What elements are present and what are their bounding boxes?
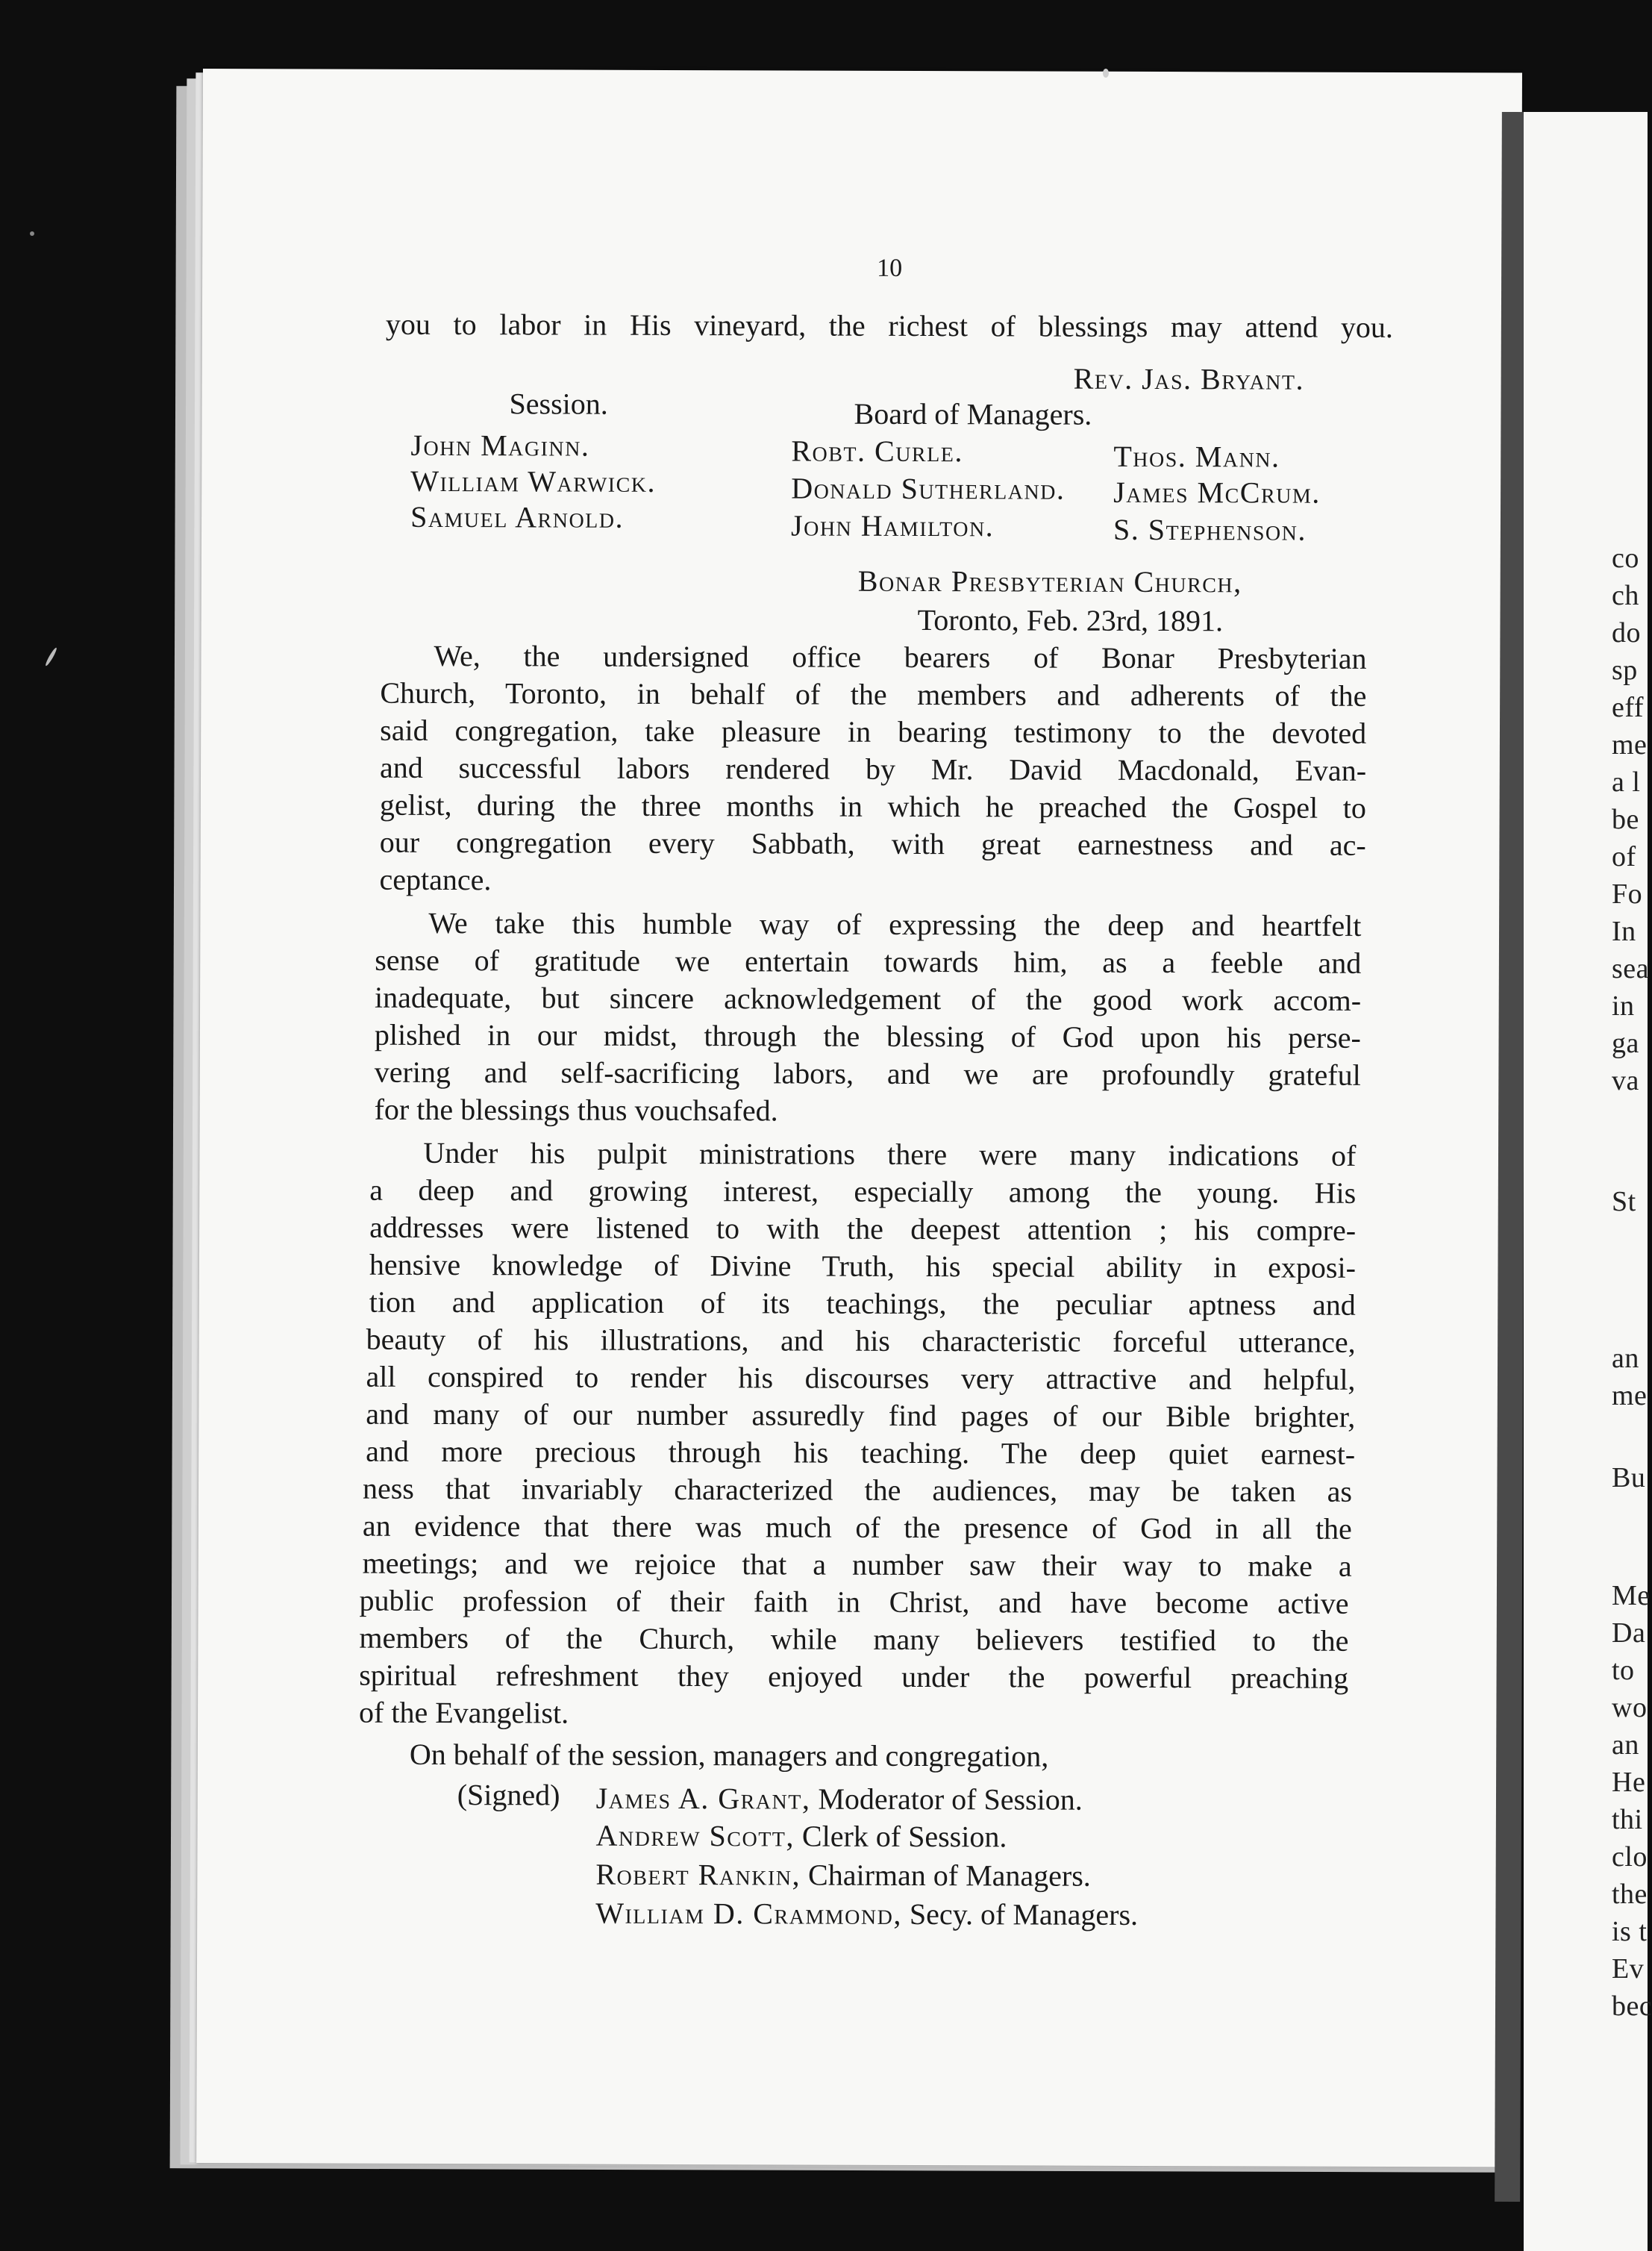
signature-line — [595, 1857, 1091, 1893]
dust-speck — [44, 647, 57, 667]
page-text — [196, 69, 1522, 2167]
signatory-name: Robert Rankin, — [595, 1857, 801, 1892]
facing-fragment: is t — [1612, 1916, 1648, 1947]
facing-fragment: sp — [1612, 655, 1638, 686]
text-line: Church, Toronto, in behalf of the members and adherents of the — [380, 675, 1367, 713]
facing-fragment: Fo — [1612, 878, 1643, 910]
manager-name: James McCrum. — [1113, 475, 1321, 510]
text-line: an evidence that there was much of the presence of God in all the — [362, 1508, 1352, 1546]
facing-fragment: thi — [1612, 1804, 1643, 1835]
session-member: William Warwick. — [410, 463, 657, 499]
managers-heading: Board of Managers. — [854, 396, 1092, 431]
facing-fragment: ch — [1612, 580, 1639, 611]
text-line: members of the Church, while many believers testified to the — [359, 1620, 1349, 1658]
text-line: Under his pulpit ministrations there were many indications of — [423, 1135, 1357, 1173]
text-line: beauty of his illustrations, and his characteristic forceful utterance, — [366, 1322, 1356, 1359]
facing-fragment: wo — [1612, 1692, 1648, 1723]
session-member: Samuel Arnold. — [410, 499, 625, 534]
text-line: gelist, during the three months in which he preached the Gospel to — [379, 787, 1366, 825]
manager-name: Donald Sutherland. — [791, 471, 1066, 506]
facing-fragment: me — [1612, 729, 1648, 761]
facing-fragment: me — [1612, 1380, 1648, 1411]
facing-fragment: Da — [1612, 1617, 1646, 1649]
text-line: hensive knowledge of Divine Truth, his special ability in exposi- — [369, 1247, 1357, 1284]
facing-fragment: Me — [1612, 1580, 1651, 1611]
text-line: and many of our number assuredly find pages of our Bible brighter, — [366, 1396, 1356, 1434]
left-page — [196, 69, 1522, 2167]
signature-line — [595, 1896, 1139, 1932]
signatory-name: William D. Crammond, — [595, 1896, 902, 1931]
text-line: ceptance. — [379, 862, 492, 897]
text-line: plished in our midst, through the blessing of God upon his perse- — [374, 1017, 1361, 1055]
manager-name: John Hamilton. — [791, 508, 995, 543]
text-line: sense of gratitude we entertain towards him, as a feeble and — [375, 943, 1362, 980]
signatory-title: Clerk of Session. — [801, 1819, 1007, 1854]
facing-fragment: Bu — [1612, 1462, 1646, 1493]
facing-fragment: St — [1612, 1186, 1636, 1217]
text-line: all conspired to render his discourses very attractive and helpful, — [366, 1359, 1356, 1396]
text-line: public profession of their faith in Christ, and have become active — [359, 1583, 1349, 1620]
text-line: inadequate, but sincere acknowledgement of the good work accom- — [375, 980, 1362, 1017]
signatory-title: Chairman of Managers. — [808, 1858, 1091, 1893]
facing-fragment: an — [1612, 1343, 1639, 1374]
signatory-title: Secy. of Managers. — [909, 1896, 1139, 1932]
text-line: and successful labors rendered by Mr. David Macdonald, Evan- — [379, 750, 1367, 787]
facing-fragment: the — [1612, 1879, 1648, 1910]
facing-fragment: eff — [1612, 692, 1644, 723]
facing-fragment: in — [1612, 990, 1635, 1022]
facing-fragment: an — [1612, 1729, 1639, 1761]
signature-line — [595, 1781, 1083, 1817]
text-line: We take this humble way of expressing the deep and heartfelt — [428, 905, 1362, 943]
church-name: Bonar Presbyterian Church, — [857, 563, 1242, 599]
facing-fragment: clo — [1612, 1841, 1648, 1873]
text-line: a deep and growing interest, especially among the young. His — [369, 1173, 1357, 1210]
text-line: of the Evangelist. — [359, 1695, 569, 1730]
facing-fragment: of — [1612, 841, 1636, 872]
facing-fragment: be — [1612, 804, 1639, 835]
facing-fragment: In — [1612, 916, 1636, 947]
signatory-title: Moderator of Session. — [818, 1782, 1083, 1817]
session-heading: Session. — [509, 387, 608, 421]
text-line: for the blessings thus vouchsafed. — [374, 1092, 778, 1128]
text-line: ness that invariably characterized the audiences, may be taken as — [362, 1471, 1353, 1508]
text-line: addresses were listened to with the deepest attention ; his compre- — [369, 1210, 1357, 1247]
facing-page — [1524, 112, 1652, 2251]
text-line: meetings; and we rejoice that a number saw their way to make a — [362, 1546, 1352, 1583]
page-number: 10 — [877, 254, 903, 282]
text-line: We, the undersigned office bearers of Bonar Presbyterian — [434, 638, 1367, 675]
facing-fragment: Ev — [1612, 1953, 1645, 1985]
signed-label: (Signed) — [457, 1778, 560, 1812]
facing-fragment: do — [1612, 617, 1641, 649]
text-line: and more precious through his teaching. The deep quiet earnest- — [366, 1434, 1356, 1471]
facing-fragment: sea — [1612, 953, 1650, 984]
place-date: Toronto, Feb. 23rd, 1891. — [917, 603, 1224, 638]
facing-fragment: va — [1612, 1065, 1639, 1096]
manager-name: S. Stephenson. — [1113, 512, 1307, 547]
dust-speck — [1103, 69, 1109, 78]
facing-fragment: co — [1612, 543, 1639, 574]
text-line: tion and application of its teachings, the peculiar aptness and — [369, 1284, 1356, 1322]
first-signatory: Rev. Jas. Bryant. — [1073, 361, 1305, 396]
facing-fragment: bec — [1612, 1991, 1652, 2022]
facing-fragment: He — [1612, 1767, 1646, 1798]
facing-fragment: to — [1612, 1655, 1635, 1686]
signature-line — [595, 1818, 1007, 1854]
manager-name: Thos. Mann. — [1113, 439, 1280, 474]
signatory-name: James A. Grant, — [595, 1781, 811, 1816]
text-line: said congregation, take pleasure in bearing testimony to the devoted — [380, 713, 1367, 750]
facing-fragment: a l — [1612, 767, 1641, 798]
dust-speck — [30, 231, 34, 236]
signatory-name: Andrew Scott, — [595, 1818, 795, 1853]
session-member: John Maginn. — [410, 428, 590, 463]
opening-line: you to labor in His vineyard, the richest of blessings may attend you. — [385, 307, 1393, 345]
facing-fragment: ga — [1612, 1028, 1639, 1059]
closing-line: On behalf of the session, managers and congregation, — [409, 1737, 1049, 1773]
text-line: spiritual refreshment they enjoyed under the powerful preaching — [359, 1658, 1349, 1695]
manager-name: Robt. Curle. — [791, 434, 963, 469]
text-line: our congregation every Sabbath, with great earnestness and ac- — [379, 825, 1366, 862]
text-line: vering and self-sacrificing labors, and we are profoundly grateful — [374, 1055, 1361, 1092]
